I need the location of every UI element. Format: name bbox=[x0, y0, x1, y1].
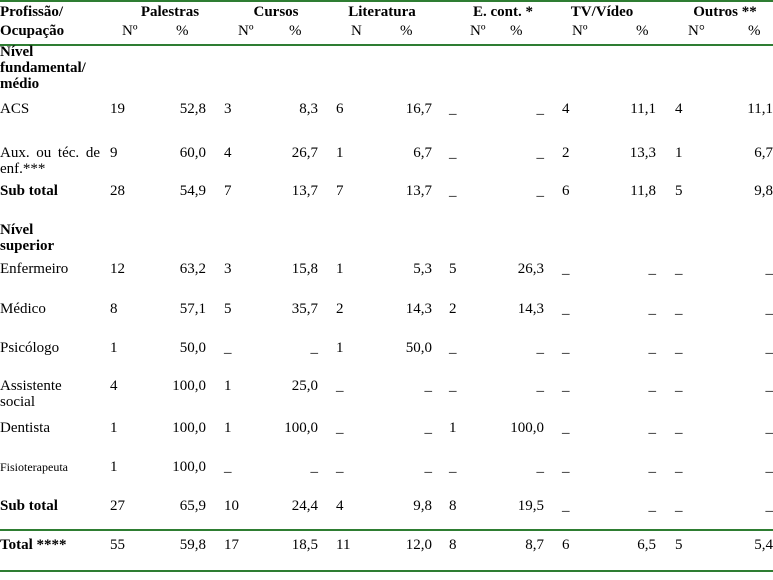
table-header-rule bbox=[0, 44, 773, 46]
table-cell: 19 bbox=[110, 101, 125, 117]
table-cell: _ bbox=[424, 459, 432, 475]
table-total-rule bbox=[0, 529, 773, 531]
table-cell: 3 bbox=[224, 101, 232, 117]
sub-n-outros: N° bbox=[688, 23, 705, 39]
table-cell: 5,3 bbox=[413, 261, 432, 277]
table-cell: 16,7 bbox=[405, 101, 432, 117]
table-cell: 8 bbox=[110, 301, 118, 317]
table-cell: _ bbox=[449, 183, 457, 199]
table-cell: 4 bbox=[562, 101, 570, 117]
sub-n-econt: Nº bbox=[470, 23, 486, 39]
table-cell: 1 bbox=[336, 340, 344, 356]
sub-pct-cursos: % bbox=[289, 23, 302, 39]
table-cell: _ bbox=[562, 459, 570, 475]
row-label-acs: ACS bbox=[0, 101, 30, 117]
table-cell: 17 bbox=[224, 537, 239, 553]
table-cell: 3 bbox=[224, 261, 232, 277]
table-cell: _ bbox=[765, 340, 773, 356]
sub-n-literatura: N bbox=[351, 23, 362, 39]
table-cell: _ bbox=[336, 378, 344, 394]
table-cell: 11,1 bbox=[747, 101, 773, 117]
row-label-total: Total **** bbox=[0, 537, 67, 553]
table-cell: 1 bbox=[336, 261, 344, 277]
table-cell: 4 bbox=[336, 498, 344, 514]
table-cell: 18,5 bbox=[291, 537, 318, 553]
table-cell: _ bbox=[648, 459, 656, 475]
table-cell: 50,0 bbox=[405, 340, 432, 356]
row-label-psicologo: Psicólogo bbox=[0, 340, 60, 356]
table-cell: _ bbox=[536, 145, 544, 161]
table-cell: 9,8 bbox=[413, 498, 432, 514]
table-cell: _ bbox=[562, 261, 570, 277]
table-bottom-rule bbox=[0, 570, 773, 572]
table-cell: _ bbox=[675, 261, 683, 277]
table-cell: 100,0 bbox=[172, 420, 206, 436]
table-cell: _ bbox=[648, 301, 656, 317]
table-cell: 52,8 bbox=[179, 101, 206, 117]
table-cell: 13,7 bbox=[405, 183, 432, 199]
table-cell: 5 bbox=[449, 261, 457, 277]
table-cell: 26,3 bbox=[517, 261, 544, 277]
table-cell: 8,7 bbox=[525, 537, 544, 553]
table-cell: 1 bbox=[449, 420, 457, 436]
table-cell: 14,3 bbox=[517, 301, 544, 317]
table-cell: 8,3 bbox=[299, 101, 318, 117]
section-nivel-superior: Nível superior bbox=[0, 222, 55, 254]
group-tv-video: TV/Vídeo bbox=[570, 4, 634, 20]
table-cell: 2 bbox=[336, 301, 344, 317]
table-cell: 12,0 bbox=[405, 537, 432, 553]
sub-n-palestras: Nº bbox=[122, 23, 138, 39]
table-cell: _ bbox=[310, 340, 318, 356]
table-cell: 19,5 bbox=[517, 498, 544, 514]
table-cell: 13,7 bbox=[291, 183, 318, 199]
table-cell: _ bbox=[536, 459, 544, 475]
table-cell: _ bbox=[449, 101, 457, 117]
table-cell: 11,8 bbox=[630, 183, 656, 199]
table-cell: 9 bbox=[110, 145, 118, 161]
table-cell: _ bbox=[449, 145, 457, 161]
table-cell: 63,2 bbox=[179, 261, 206, 277]
table-cell: 4 bbox=[675, 101, 683, 117]
table-cell: 6,7 bbox=[413, 145, 432, 161]
table-cell: 5,4 bbox=[754, 537, 773, 553]
table-cell: 8 bbox=[449, 498, 457, 514]
table-cell: _ bbox=[675, 459, 683, 475]
table-cell: 57,1 bbox=[179, 301, 206, 317]
table-cell: 50,0 bbox=[179, 340, 206, 356]
table-cell: 2 bbox=[449, 301, 457, 317]
group-literatura: Literatura bbox=[348, 4, 416, 20]
table-cell: _ bbox=[536, 101, 544, 117]
table-top-rule bbox=[0, 0, 773, 2]
table-cell: _ bbox=[562, 498, 570, 514]
table-cell: _ bbox=[675, 378, 683, 394]
table-cell: 6,5 bbox=[637, 537, 656, 553]
table-cell: 35,7 bbox=[291, 301, 318, 317]
table-cell: 6,7 bbox=[754, 145, 773, 161]
table-cell: 7 bbox=[336, 183, 344, 199]
row-label-subtotal-1: Sub total bbox=[0, 183, 58, 199]
table-cell: _ bbox=[648, 340, 656, 356]
table-cell: _ bbox=[675, 420, 683, 436]
table-cell: 9,8 bbox=[754, 183, 773, 199]
table-cell: 4 bbox=[110, 378, 118, 394]
table-cell: _ bbox=[562, 340, 570, 356]
table-cell: _ bbox=[765, 498, 773, 514]
table-cell: _ bbox=[765, 378, 773, 394]
table-cell: _ bbox=[536, 183, 544, 199]
table-cell: 7 bbox=[224, 183, 232, 199]
table-cell: _ bbox=[536, 340, 544, 356]
table-cell: 2 bbox=[562, 145, 570, 161]
header-ocupacao: Ocupação bbox=[0, 23, 65, 39]
table-cell: _ bbox=[648, 378, 656, 394]
group-palestras: Palestras bbox=[140, 4, 200, 20]
table-cell: _ bbox=[336, 420, 344, 436]
table-cell: _ bbox=[449, 340, 457, 356]
table-cell: 15,8 bbox=[291, 261, 318, 277]
table-cell: _ bbox=[675, 498, 683, 514]
table-cell: _ bbox=[224, 340, 232, 356]
table-cell: 60,0 bbox=[179, 145, 206, 161]
table-cell: 24,4 bbox=[291, 498, 318, 514]
table-cell: _ bbox=[648, 261, 656, 277]
table-cell: 54,9 bbox=[179, 183, 206, 199]
section-nivel-fundamental: Nível fundamental/ médio bbox=[0, 44, 86, 92]
group-cursos: Cursos bbox=[253, 4, 299, 20]
table-cell: 100,0 bbox=[172, 459, 206, 475]
table-cell: _ bbox=[449, 378, 457, 394]
sub-pct-palestras: % bbox=[176, 23, 189, 39]
sub-pct-econt: % bbox=[510, 23, 523, 39]
table-cell: 26,7 bbox=[291, 145, 318, 161]
table-cell: _ bbox=[424, 420, 432, 436]
row-label-assistente-social: Assistente social bbox=[0, 378, 62, 410]
table-cell: _ bbox=[648, 498, 656, 514]
row-label-aux: Aux. ou téc. de enf.*** bbox=[0, 145, 100, 177]
group-outros: Outros ** bbox=[693, 4, 757, 20]
table-cell: _ bbox=[562, 420, 570, 436]
table-cell: 6 bbox=[336, 101, 344, 117]
table-cell: _ bbox=[449, 459, 457, 475]
table-cell: _ bbox=[310, 459, 318, 475]
table-cell: 5 bbox=[224, 301, 232, 317]
sub-n-cursos: Nº bbox=[238, 23, 254, 39]
table-cell: 14,3 bbox=[405, 301, 432, 317]
table-cell: 27 bbox=[110, 498, 125, 514]
table-cell: 1 bbox=[675, 145, 683, 161]
table-cell: _ bbox=[675, 340, 683, 356]
table-cell: 13,3 bbox=[629, 145, 656, 161]
table-cell: _ bbox=[336, 459, 344, 475]
table-cell: 11 bbox=[336, 537, 351, 553]
table-cell: _ bbox=[765, 261, 773, 277]
table-cell: 6 bbox=[562, 183, 570, 199]
header-profissao: Profissão/ bbox=[0, 4, 64, 20]
sub-pct-tv: % bbox=[636, 23, 649, 39]
table-cell: 1 bbox=[110, 340, 118, 356]
table-cell: 1 bbox=[224, 378, 232, 394]
sub-pct-literatura: % bbox=[400, 23, 413, 39]
table-cell: _ bbox=[765, 420, 773, 436]
row-label-medico: Médico bbox=[0, 301, 46, 317]
table-cell: 5 bbox=[675, 537, 683, 553]
table-cell: _ bbox=[675, 301, 683, 317]
table-cell: 1 bbox=[110, 459, 118, 475]
table-cell: 100,0 bbox=[510, 420, 544, 436]
sub-pct-outros: % bbox=[748, 23, 761, 39]
table-cell: 59,8 bbox=[179, 537, 206, 553]
table-cell: 11,1 bbox=[630, 101, 656, 117]
table-cell: 12 bbox=[110, 261, 125, 277]
table-cell: 4 bbox=[224, 145, 232, 161]
table-cell: 1 bbox=[336, 145, 344, 161]
table-cell: 100,0 bbox=[172, 378, 206, 394]
group-educacao-continuada: E. cont. * bbox=[473, 4, 533, 20]
table-cell: 55 bbox=[110, 537, 125, 553]
table-cell: _ bbox=[536, 378, 544, 394]
table-cell: _ bbox=[424, 378, 432, 394]
table-cell: 25,0 bbox=[291, 378, 318, 394]
table-cell: 65,9 bbox=[179, 498, 206, 514]
table-cell: 28 bbox=[110, 183, 125, 199]
sub-n-tv: Nº bbox=[572, 23, 588, 39]
table-cell: _ bbox=[765, 301, 773, 317]
table-cell: 6 bbox=[562, 537, 570, 553]
table-cell: 1 bbox=[110, 420, 118, 436]
table-cell: _ bbox=[562, 378, 570, 394]
table-cell: 10 bbox=[224, 498, 239, 514]
table-cell: _ bbox=[648, 420, 656, 436]
table-cell: _ bbox=[765, 459, 773, 475]
row-label-subtotal-2: Sub total bbox=[0, 498, 58, 514]
row-label-enfermeiro: Enfermeiro bbox=[0, 261, 69, 277]
table-cell: 100,0 bbox=[284, 420, 318, 436]
row-label-fisioterapeuta: Fisioterapeuta bbox=[0, 460, 68, 474]
table-cell: 8 bbox=[449, 537, 457, 553]
row-label-dentista: Dentista bbox=[0, 420, 50, 436]
table-cell: 1 bbox=[224, 420, 232, 436]
table-cell: 5 bbox=[675, 183, 683, 199]
table-cell: _ bbox=[562, 301, 570, 317]
table-cell: _ bbox=[224, 459, 232, 475]
